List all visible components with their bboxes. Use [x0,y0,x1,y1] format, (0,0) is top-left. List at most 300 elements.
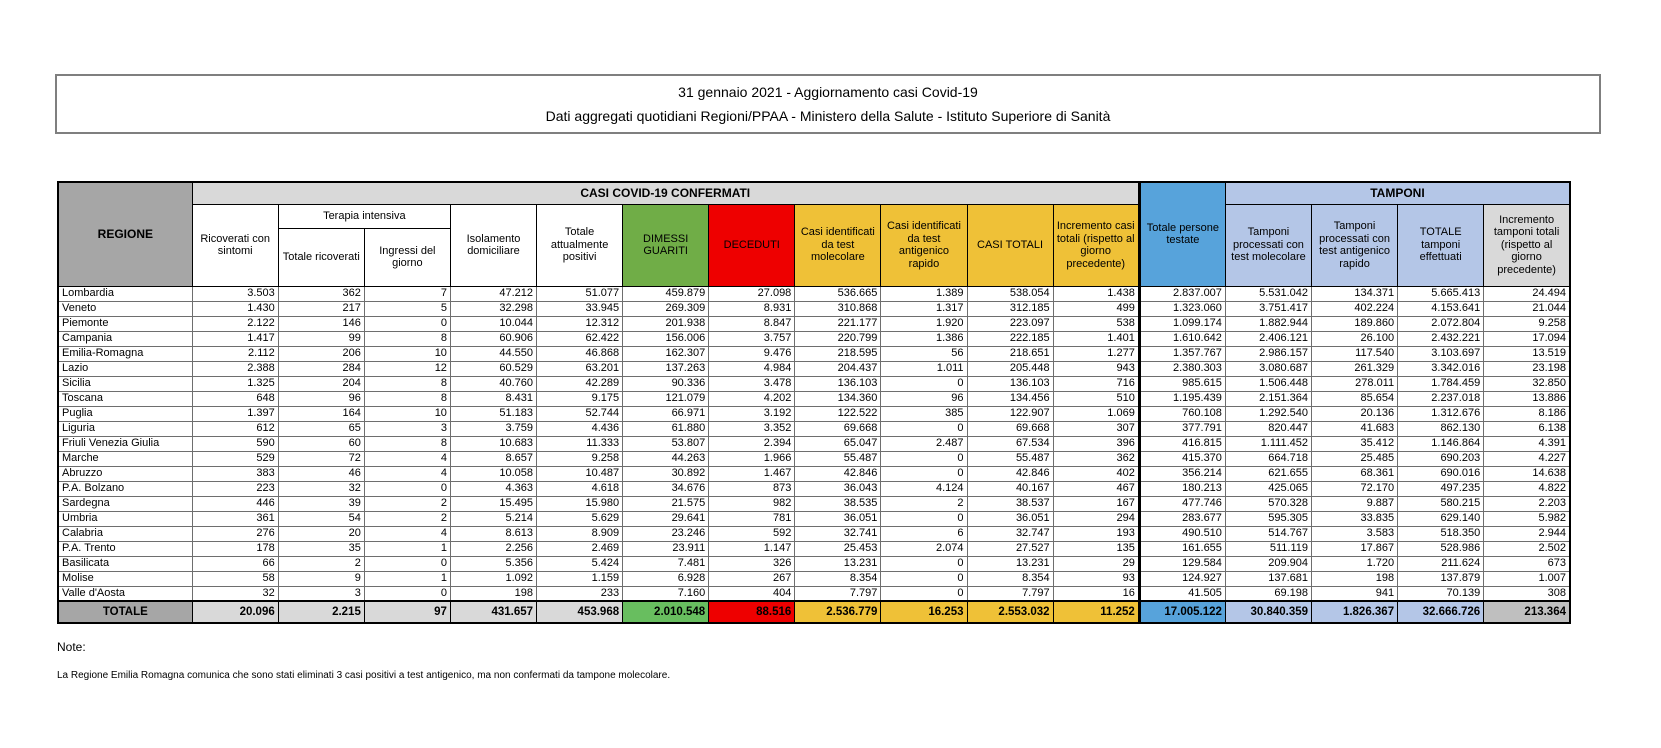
total-cell: 213.364 [1484,601,1570,623]
value-cell: 9.258 [537,451,623,466]
value-cell: 61.880 [623,421,709,436]
value-cell: 1.397 [192,406,278,421]
value-cell: 44.550 [450,346,536,361]
col-header-incremento-casi: Incremento casi totali (rispetto al giorno precedente) [1053,204,1139,286]
col-header-ingressi-giorno: Ingressi del giorno [364,228,450,286]
value-cell: 209.904 [1225,556,1311,571]
value-cell: 134.360 [795,391,881,406]
value-cell: 72 [278,451,364,466]
value-cell: 46.868 [537,346,623,361]
value-cell: 8.909 [537,526,623,541]
value-cell: 383 [192,466,278,481]
value-cell: 32 [192,586,278,601]
value-cell: 42.846 [967,466,1053,481]
value-cell: 40.760 [450,376,536,391]
value-cell: 47.212 [450,286,536,301]
value-cell: 218.651 [967,346,1053,361]
table-row [58,436,1570,451]
value-cell: 20.136 [1312,406,1398,421]
value-cell: 4.153.641 [1398,301,1484,316]
col-header-incremento-tamponi: Incremento tamponi totali (rispetto al giorno precedente) [1484,204,1570,286]
value-cell: 16 [1053,586,1139,601]
value-cell: 40.167 [967,481,1053,496]
col-header-persone-testate: Totale persone testate [1139,182,1225,286]
value-cell: 9.887 [1312,496,1398,511]
value-cell: 385 [881,406,967,421]
value-cell: 459.879 [623,286,709,301]
value-cell: 60.906 [450,331,536,346]
table-row [58,571,1570,586]
value-cell: 24.494 [1484,286,1570,301]
total-cell: 2.536.779 [795,601,881,623]
value-cell: 8.847 [709,316,795,331]
value-cell: 5.424 [537,556,623,571]
value-cell: 23.246 [623,526,709,541]
col-header-totale-tamponi: TOTALE tamponi effettuati [1398,204,1484,286]
value-cell: 2.380.303 [1139,361,1225,376]
value-cell: 1.784.459 [1398,376,1484,391]
table-row [58,391,1570,406]
value-cell: 32.741 [795,526,881,541]
value-cell: 446 [192,496,278,511]
value-cell: 122.522 [795,406,881,421]
value-cell: 0 [364,481,450,496]
casi-confermati-banner: CASI COVID-19 CONFERMATI [192,182,1139,204]
value-cell: 3.503 [192,286,278,301]
value-cell: 0 [364,556,450,571]
total-cell: 20.096 [192,601,278,623]
title-line-1: 31 gennaio 2021 - Aggiornamento casi Covid-19 [678,84,978,100]
value-cell: 6.138 [1484,421,1570,436]
value-cell: 1.506.448 [1225,376,1311,391]
total-cell: 17.005.122 [1139,601,1225,623]
region-name: Sicilia [58,376,192,391]
total-cell: 97 [364,601,450,623]
value-cell: 2 [364,496,450,511]
value-cell: 21.575 [623,496,709,511]
value-cell: 70.139 [1398,586,1484,601]
value-cell: 0 [364,586,450,601]
value-cell: 67.534 [967,436,1053,451]
title-line-2: Dati aggregati quotidiani Regioni/PPAA - Ministero della Salute - Istituto Superiore di Sanità [545,108,1111,124]
value-cell: 222.185 [967,331,1053,346]
value-cell: 90.336 [623,376,709,391]
value-cell: 425.065 [1225,481,1311,496]
value-cell: 26.100 [1312,331,1398,346]
value-cell: 20 [278,526,364,541]
value-cell: 2.394 [709,436,795,451]
value-cell: 590 [192,436,278,451]
terapia-intensiva-header: Terapia intensiva [278,204,450,228]
value-cell: 1.292.540 [1225,406,1311,421]
col-header-casi-test-antigenico: Casi identificati da test antigenico rapido [881,204,967,286]
value-cell: 161.655 [1139,541,1225,556]
value-cell: 11.333 [537,436,623,451]
value-cell: 1.007 [1484,571,1570,586]
total-cell: 32.666.726 [1398,601,1484,623]
table-row [58,346,1570,361]
value-cell: 1.323.060 [1139,301,1225,316]
value-cell: 178 [192,541,278,556]
value-cell: 198 [450,586,536,601]
value-cell: 377.791 [1139,421,1225,436]
table-row [58,316,1570,331]
value-cell: 233 [537,586,623,601]
value-cell: 2.074 [881,541,967,556]
value-cell: 51.077 [537,286,623,301]
value-cell: 63.201 [537,361,623,376]
value-cell: 760.108 [1139,406,1225,421]
region-name: Basilicata [58,556,192,571]
value-cell: 2.388 [192,361,278,376]
value-cell: 72.170 [1312,481,1398,496]
value-cell: 9 [278,571,364,586]
value-cell: 32.850 [1484,376,1570,391]
value-cell: 1.417 [192,331,278,346]
value-cell: 62.422 [537,331,623,346]
value-cell: 69.668 [795,421,881,436]
value-cell: 30.892 [623,466,709,481]
value-cell: 2.237.018 [1398,391,1484,406]
value-cell: 308 [1484,586,1570,601]
region-name: Campania [58,331,192,346]
table-body [58,286,1570,623]
value-cell: 60 [278,436,364,451]
value-cell: 402.224 [1312,301,1398,316]
value-cell: 2.944 [1484,526,1570,541]
region-name: Veneto [58,301,192,316]
region-name: Emilia-Romagna [58,346,192,361]
col-header-dimessi-guariti: DIMESSI GUARITI [623,204,709,286]
value-cell: 7.797 [795,586,881,601]
value-cell: 198 [1312,571,1398,586]
value-cell: 201.938 [623,316,709,331]
value-cell: 294 [1053,511,1139,526]
value-cell: 2 [881,496,967,511]
value-cell: 3.342.016 [1398,361,1484,376]
value-cell: 51.183 [450,406,536,421]
value-cell: 4.227 [1484,451,1570,466]
value-cell: 66 [192,556,278,571]
value-cell: 5.214 [450,511,536,526]
value-cell: 23.198 [1484,361,1570,376]
value-cell: 4 [364,451,450,466]
value-cell: 220.799 [795,331,881,346]
value-cell: 1.092 [450,571,536,586]
value-cell: 7 [364,286,450,301]
value-cell: 2.122 [192,316,278,331]
value-cell: 135 [1053,541,1139,556]
value-cell: 65 [278,421,364,436]
value-cell: 1.438 [1053,286,1139,301]
value-cell: 85.654 [1312,391,1398,406]
value-cell: 99 [278,331,364,346]
value-cell: 2.406.121 [1225,331,1311,346]
value-cell: 17.094 [1484,331,1570,346]
total-cell: 2.553.032 [967,601,1053,623]
value-cell: 69.198 [1225,586,1311,601]
value-cell: 7.481 [623,556,709,571]
value-cell: 8.613 [450,526,536,541]
value-cell: 1.317 [881,301,967,316]
value-cell: 189.860 [1312,316,1398,331]
value-cell: 361 [192,511,278,526]
value-cell: 8.657 [450,451,536,466]
value-cell: 52.744 [537,406,623,421]
value-cell: 477.746 [1139,496,1225,511]
value-cell: 2 [278,556,364,571]
value-cell: 66.971 [623,406,709,421]
value-cell: 3 [364,421,450,436]
value-cell: 1.610.642 [1139,331,1225,346]
value-cell: 4 [364,466,450,481]
region-name: Sardegna [58,496,192,511]
value-cell: 312.185 [967,301,1053,316]
value-cell: 56 [881,346,967,361]
value-cell: 32.298 [450,301,536,316]
value-cell: 13.231 [795,556,881,571]
value-cell: 6 [881,526,967,541]
table-row [58,511,1570,526]
value-cell: 529 [192,451,278,466]
value-cell: 129.584 [1139,556,1225,571]
value-cell: 2.072.804 [1398,316,1484,331]
value-cell: 664.718 [1225,451,1311,466]
value-cell: 193 [1053,526,1139,541]
value-cell: 0 [364,316,450,331]
value-cell: 511.119 [1225,541,1311,556]
value-cell: 3.751.417 [1225,301,1311,316]
value-cell: 13.519 [1484,346,1570,361]
col-header-totale-ricoverati: Totale ricoverati [278,228,364,286]
value-cell: 1.159 [537,571,623,586]
value-cell: 1.357.767 [1139,346,1225,361]
value-cell: 36.043 [795,481,881,496]
value-cell: 278.011 [1312,376,1398,391]
value-cell: 673 [1484,556,1570,571]
value-cell: 7.160 [623,586,709,601]
col-header-tamponi-antigenico: Tamponi processati con test antigenico rapido [1312,204,1398,286]
value-cell: 3.478 [709,376,795,391]
value-cell: 648 [192,391,278,406]
value-cell: 33.945 [537,301,623,316]
value-cell: 5.982 [1484,511,1570,526]
value-cell: 3.759 [450,421,536,436]
value-cell: 261.329 [1312,361,1398,376]
value-cell: 8 [364,376,450,391]
value-cell: 3.192 [709,406,795,421]
value-cell: 284 [278,361,364,376]
table-row [58,421,1570,436]
value-cell: 2.151.364 [1225,391,1311,406]
region-name: Piemonte [58,316,192,331]
value-cell: 943 [1053,361,1139,376]
table-row [58,361,1570,376]
value-cell: 3.080.687 [1225,361,1311,376]
region-name: Molise [58,571,192,586]
value-cell: 204.437 [795,361,881,376]
value-cell: 1.430 [192,301,278,316]
value-cell: 1.146.864 [1398,436,1484,451]
value-cell: 35.412 [1312,436,1398,451]
value-cell: 46 [278,466,364,481]
region-name: Marche [58,451,192,466]
value-cell: 3 [278,586,364,601]
value-cell: 223 [192,481,278,496]
value-cell: 9.476 [709,346,795,361]
value-cell: 4.984 [709,361,795,376]
value-cell: 55.487 [795,451,881,466]
value-cell: 595.305 [1225,511,1311,526]
value-cell: 23.911 [623,541,709,556]
value-cell: 1.401 [1053,331,1139,346]
value-cell: 3.103.697 [1398,346,1484,361]
value-cell: 8 [364,436,450,451]
value-cell: 17.867 [1312,541,1398,556]
table-row [58,331,1570,346]
value-cell: 538 [1053,316,1139,331]
total-cell: 453.968 [537,601,623,623]
value-cell: 269.309 [623,301,709,316]
value-cell: 69.668 [967,421,1053,436]
value-cell: 68.361 [1312,466,1398,481]
total-cell: 2.215 [278,601,364,623]
region-name: Calabria [58,526,192,541]
col-header-casi-totali: CASI TOTALI [967,204,1053,286]
value-cell: 14.638 [1484,466,1570,481]
value-cell: 54 [278,511,364,526]
value-cell: 53.807 [623,436,709,451]
regione-header: REGIONE [58,182,192,286]
value-cell: 416.815 [1139,436,1225,451]
value-cell: 29.641 [623,511,709,526]
value-cell: 2.986.157 [1225,346,1311,361]
value-cell: 4.436 [537,421,623,436]
value-cell: 1 [364,541,450,556]
value-cell: 4.363 [450,481,536,496]
value-cell: 205.448 [967,361,1053,376]
value-cell: 497.235 [1398,481,1484,496]
total-cell: 1.826.367 [1312,601,1398,623]
value-cell: 121.079 [623,391,709,406]
value-cell: 5.629 [537,511,623,526]
value-cell: 39 [278,496,364,511]
total-cell: 2.010.548 [623,601,709,623]
value-cell: 2.487 [881,436,967,451]
value-cell: 985.615 [1139,376,1225,391]
value-cell: 4.391 [1484,436,1570,451]
value-cell: 13.886 [1484,391,1570,406]
region-name: P.A. Bolzano [58,481,192,496]
table-row [58,556,1570,571]
value-cell: 629.140 [1398,511,1484,526]
table-row [58,376,1570,391]
value-cell: 570.328 [1225,496,1311,511]
value-cell: 8.354 [967,571,1053,586]
value-cell: 2 [364,511,450,526]
value-cell: 396 [1053,436,1139,451]
value-cell: 1 [364,571,450,586]
value-cell: 716 [1053,376,1139,391]
value-cell: 38.537 [967,496,1053,511]
total-row [58,601,1570,623]
value-cell: 1.312.676 [1398,406,1484,421]
value-cell: 27.527 [967,541,1053,556]
value-cell: 180.213 [1139,481,1225,496]
value-cell: 5.665.413 [1398,286,1484,301]
value-cell: 156.006 [623,331,709,346]
region-name: Toscana [58,391,192,406]
value-cell: 146 [278,316,364,331]
value-cell: 8.186 [1484,406,1570,421]
value-cell: 0 [881,421,967,436]
value-cell: 38.535 [795,496,881,511]
value-cell: 2.203 [1484,496,1570,511]
value-cell: 490.510 [1139,526,1225,541]
value-cell: 0 [881,571,967,586]
value-cell: 58 [192,571,278,586]
region-name: Abruzzo [58,466,192,481]
value-cell: 3.757 [709,331,795,346]
covid-table [57,181,1571,624]
region-name: Lazio [58,361,192,376]
value-cell: 218.595 [795,346,881,361]
value-cell: 3.583 [1312,526,1398,541]
total-label: TOTALE [58,601,192,623]
value-cell: 96 [881,391,967,406]
value-cell: 8 [364,391,450,406]
col-header-totale-positivi: Totale attualmente positivi [537,204,623,286]
value-cell: 4.822 [1484,481,1570,496]
value-cell: 137.681 [1225,571,1311,586]
value-cell: 1.111.452 [1225,436,1311,451]
value-cell: 2.256 [450,541,536,556]
note-body: La Regione Emilia Romagna comunica che sono stati eliminati 3 casi positivi a test antigenico, ma non confermati da tampone molecolare. [57,670,671,681]
value-cell: 221.177 [795,316,881,331]
value-cell: 356.214 [1139,466,1225,481]
region-name: P.A. Trento [58,541,192,556]
value-cell: 362 [1053,451,1139,466]
value-cell: 467 [1053,481,1139,496]
value-cell: 217 [278,301,364,316]
value-cell: 1.011 [881,361,967,376]
region-name: Puglia [58,406,192,421]
value-cell: 21.044 [1484,301,1570,316]
title-box [55,74,1601,134]
value-cell: 13.231 [967,556,1053,571]
value-cell: 982 [709,496,795,511]
value-cell: 621.655 [1225,466,1311,481]
value-cell: 514.767 [1225,526,1311,541]
value-cell: 1.277 [1053,346,1139,361]
value-cell: 1.389 [881,286,967,301]
value-cell: 362 [278,286,364,301]
value-cell: 5.531.042 [1225,286,1311,301]
value-cell: 4.124 [881,481,967,496]
value-cell: 15.495 [450,496,536,511]
value-cell: 4.618 [537,481,623,496]
value-cell: 32.747 [967,526,1053,541]
col-header-ricoverati-sintomi: Ricoverati con sintomi [192,204,278,286]
value-cell: 326 [709,556,795,571]
table-row [58,406,1570,421]
value-cell: 3.352 [709,421,795,436]
value-cell: 4 [364,526,450,541]
value-cell: 15.980 [537,496,623,511]
value-cell: 1.882.944 [1225,316,1311,331]
total-cell: 11.252 [1053,601,1139,623]
value-cell: 1.966 [709,451,795,466]
